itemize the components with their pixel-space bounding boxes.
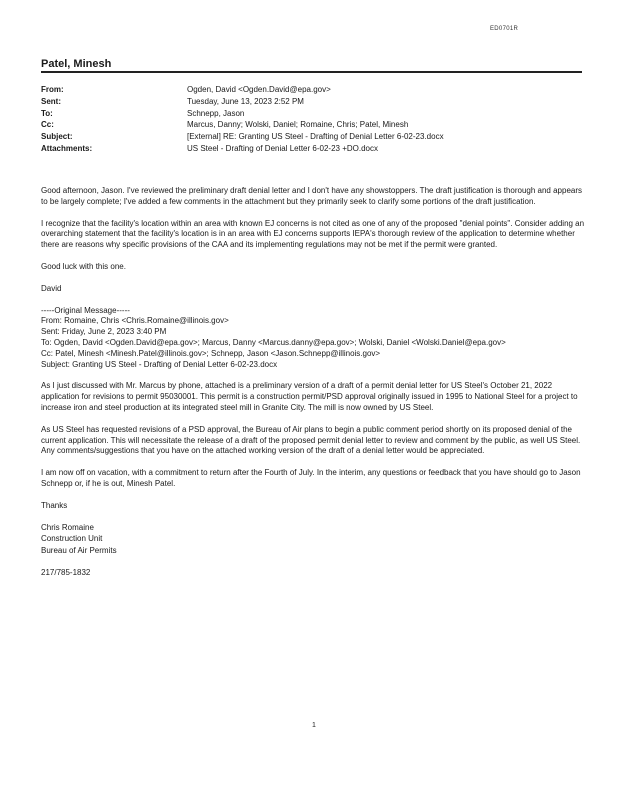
header-label: From: (41, 85, 64, 94)
header-label: Attachments: (41, 143, 93, 153)
header-value: Schnepp, Jason (187, 108, 245, 118)
quoted-divider: -----Original Message----- (41, 305, 130, 315)
quoted-paragraph: As US Steel has requested revisions of a PSD approval, the Bureau of Air plans to begin a public comment period shortly on its proposed denial of the current application. This will necessitate the release of a draft of the proposed permit denial letter to review and comment by the public, as well US Steel. Any comments/suggestions that you have on the attached working version of the draft of a denial letter would be appreciated. (41, 424, 581, 456)
quoted-message (41, 306, 586, 579)
signature-bureau: Bureau of Air Permits (41, 545, 117, 555)
header-value: Tuesday, June 13, 2023 2:52 PM (187, 96, 304, 106)
quoted-paragraph: I am now off on vacation, with a commitment to return after the Fourth of July. In the interim, any questions or feedback that you have should go to Jason Schnepp or, if he is out, Minesh Patel. (41, 468, 581, 488)
signature-name: Chris Romaine (41, 522, 94, 532)
header-value: Ogden, David <Ogden.David@epa.gov> (187, 85, 331, 94)
quoted-to: To: Ogden, David <Ogden.David@epa.gov>; Marcus, Danny <Marcus.danny@epa.gov>; Wolski, Daniel <Wolski.Daniel@epa.gov> (41, 337, 506, 347)
body-paragraph: Good afternoon, Jason. I've reviewed the preliminary draft denial letter and I don't have any showstoppers. The draft justification is thorough and appears to be largely complete; I've added a few comments in the attachment but they primarily seek to clarify some portions of the draft justification. (41, 186, 583, 206)
sender-name: Patel, Minesh (41, 58, 112, 70)
body-paragraph: I recognize that the facility's location within an area with known EJ concerns is not cited as one of any of the proposed "denial points". Consider adding an overarching statement that the facility's location is in an area with EJ concerns supports IEPA's thorough review of the application to determine whether there are reasons why specific provisions of the CAA and its implementing regulations may not be met if the permit were granted. (41, 218, 585, 250)
signature-phone: 217/785-1832 (41, 568, 91, 578)
header-label: Sent: (41, 96, 61, 106)
quoted-subject: Subject: Granting US Steel - Drafting of Denial Letter 6-02-23.docx (41, 359, 278, 369)
header-value: Marcus, Danny; Wolski, Daniel; Romaine, Chris; Patel, Minesh (187, 120, 409, 130)
quoted-thanks: Thanks (41, 500, 68, 510)
header-to (41, 108, 586, 120)
attachment-link[interactable]: US Steel - Drafting of Denial Letter 6-02-23 +DO.docx (187, 143, 378, 153)
quoted-paragraph: As I just discussed with Mr. Marcus by phone, attached is a preliminary version of a draft of a permit denial letter for US Steel's October 21, 2022 application for revisions to permit 95030001. This permit is a construction permit/PSD approval originally issued in 1995 to National Steel for a project to increase iron and steel production at its integrated steel mill in Granite City. The mill is now owned by US Steel. (41, 381, 578, 412)
header-label: Cc: (41, 120, 54, 130)
email-body (41, 186, 586, 579)
header-value: [External] RE: Granting US Steel - Drafting of Denial Letter 6-02-23.docx (187, 132, 444, 142)
quoted-sent: Sent: Friday, June 2, 2023 3:40 PM (41, 327, 167, 337)
bates-number: ED0701R (490, 26, 519, 32)
header-sent (41, 96, 586, 108)
page-number: 1 (312, 722, 316, 729)
body-paragraph: Good luck with this one. (41, 261, 126, 271)
header-label: To: (41, 108, 53, 118)
header-from (41, 84, 586, 96)
header-attachments (41, 143, 586, 155)
header-subject (41, 131, 586, 143)
divider (41, 71, 582, 73)
header-cc (41, 119, 586, 131)
quoted-cc: Cc: Patel, Minesh <Minesh.Patel@illinois.gov>; Schnepp, Jason <Jason.Schnepp@illinois.gov> (41, 348, 381, 358)
email-header-block (41, 84, 586, 155)
header-label: Subject: (41, 132, 73, 142)
body-signoff: David (41, 283, 62, 293)
signature-block (41, 523, 586, 558)
quoted-from: From: Romaine, Chris <Chris.Romaine@illinois.gov> (41, 316, 229, 326)
signature-unit: Construction Unit (41, 534, 103, 544)
